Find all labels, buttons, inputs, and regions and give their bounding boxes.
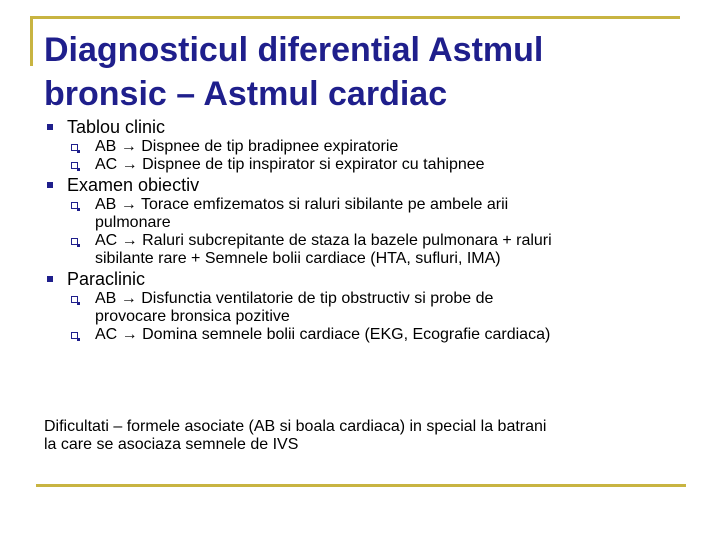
sub-item: [69, 196, 684, 232]
section-heading: Tablou clinic: [67, 117, 166, 137]
sub-item-text: AB → Torace emfizematos si raluri sibilante pe ambele arii: [95, 196, 509, 213]
slide-title-line: bronsic – Astmul cardiac: [44, 75, 448, 113]
sub-item: [69, 156, 684, 174]
sub-item-text: AC → Raluri subcrepitante de staza la bazele pulmonara + raluri: [95, 232, 552, 249]
hollow-square-bullet-icon: [71, 296, 78, 303]
footnote-line: Dificultati – formele asociate (AB si boala cardiaca) in special la batrani: [44, 418, 547, 435]
sub-item-text: sibilante rare + Semnele bolii cardiace (HTA, sufluri, IMA): [95, 250, 501, 267]
section-heading-row: [44, 116, 684, 138]
footnote: [44, 418, 710, 454]
sub-item: [69, 138, 684, 156]
sub-item: [69, 290, 684, 326]
sub-item-text: pulmonare: [95, 214, 171, 231]
slide-content: [44, 116, 684, 344]
slide-title: [44, 28, 684, 116]
slide-title-line: Diagnosticul diferential Astmul: [44, 31, 544, 69]
sub-item: [69, 232, 684, 268]
square-bullet-icon: [47, 182, 53, 188]
sub-item-text: AB → Disfunctia ventilatorie de tip obstructiv si probe de: [95, 290, 494, 307]
hollow-square-bullet-icon: [71, 332, 78, 339]
footnote-line: la care se asociaza semnele de IVS: [44, 436, 299, 453]
sub-item-text: AC → Domina semnele bolii cardiace (EKG, Ecografie cardiaca): [95, 326, 551, 343]
section-examen-obiectiv: [44, 174, 684, 268]
frame-bottom-line: [36, 484, 686, 487]
hollow-square-bullet-icon: [71, 238, 78, 245]
sub-item: [69, 326, 684, 344]
sub-item-text: AB → Dispnee de tip bradipnee expiratorie: [95, 138, 399, 155]
square-bullet-icon: [47, 124, 53, 130]
section-tablou-clinic: [44, 116, 684, 174]
section-paraclinic: [44, 268, 684, 344]
frame-left-line: [30, 16, 33, 66]
section-heading-row: [44, 268, 684, 290]
hollow-square-bullet-icon: [71, 162, 78, 169]
section-heading-row: [44, 174, 684, 196]
sub-item-text: provocare bronsica pozitive: [95, 308, 290, 325]
sub-item-text: AC → Dispnee de tip inspirator si expirator cu tahipnee: [95, 156, 485, 173]
square-bullet-icon: [47, 276, 53, 282]
hollow-square-bullet-icon: [71, 202, 78, 209]
section-heading: Paraclinic: [67, 269, 146, 289]
frame-top-line: [30, 16, 680, 19]
section-heading: Examen obiectiv: [67, 175, 200, 195]
hollow-square-bullet-icon: [71, 144, 78, 151]
